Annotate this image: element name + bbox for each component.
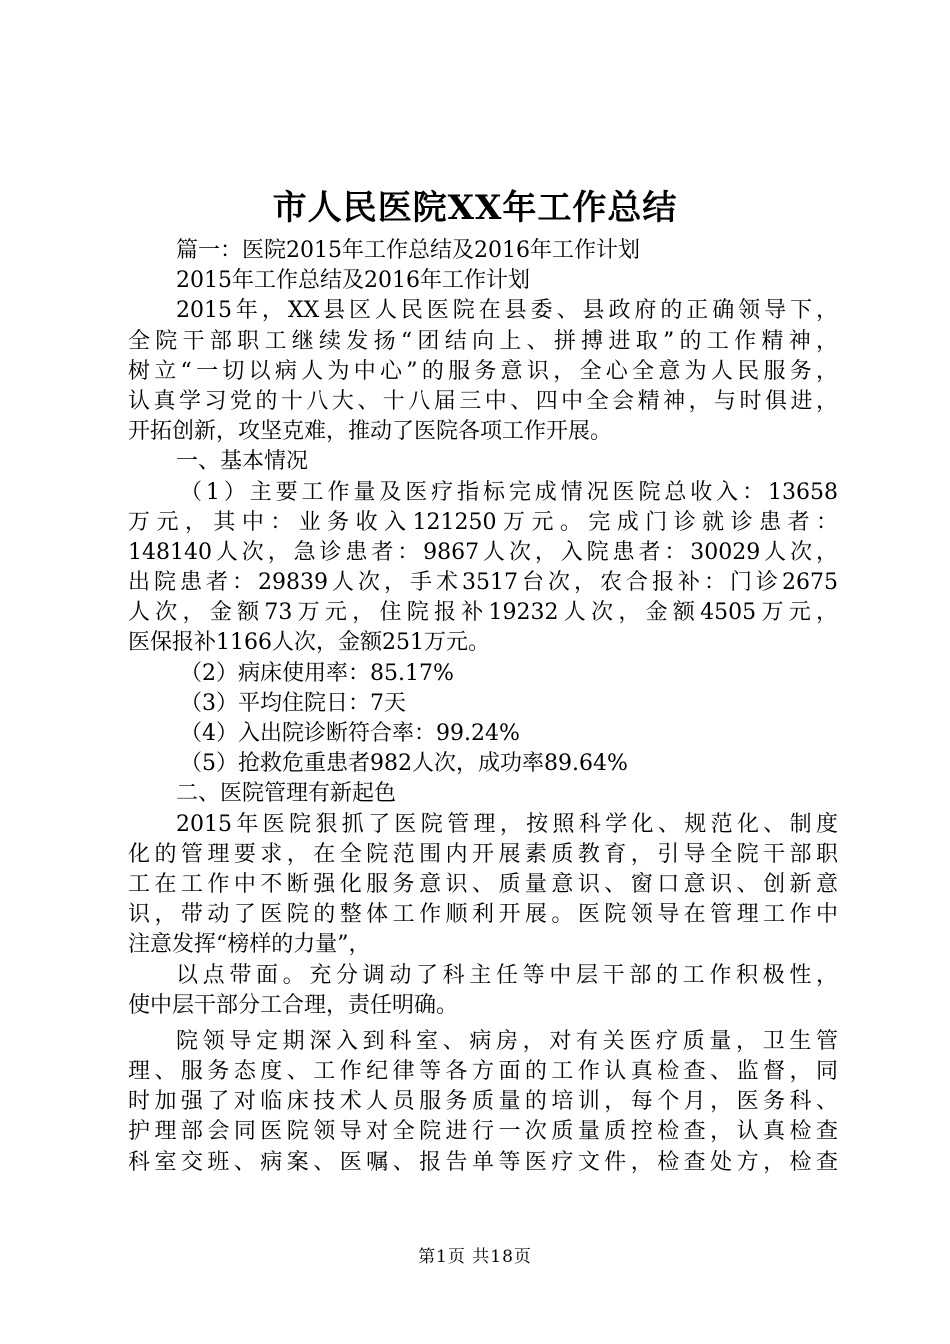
paragraph-line: 2015年医院狠抓了医院管理，按照科学化、规范化、制度 [176,811,838,837]
paragraph-line: 以点带面。充分调动了科主任等中层干部的工作积极性， [176,962,838,988]
paragraph-line: 护理部会同医院领导对全院进行一次质量质控检查，认真检查 [128,1119,838,1145]
paragraph-line: 出院患者：29839人次，手术3517台次，农合报补：门诊2675 [128,570,838,596]
paragraph-line: 2015年工作总结及2016年工作计划 [176,268,530,294]
paragraph-line: 识，带动了医院的整体工作顺利开展。医院领导在管理工作中 [128,902,838,928]
indicator-line: （5）抢救危重患者982人次，成功率89.64% [180,751,628,777]
page-footer: 第1页 共18页 [418,1247,532,1267]
paragraph-line: 医保报补1166人次，金额251万元。 [128,630,490,656]
paragraph-line: 时加强了对临床技术人员服务质量的培训，每个月，医务科、 [128,1089,838,1115]
paragraph-line: 理、服务态度、工作纪律等各方面的工作认真检查、监督，同 [128,1059,838,1085]
indicator-line: （4）入出院诊断符合率：99.24% [180,721,520,746]
document-body [128,236,838,1178]
paragraph-line: 科室交班、病案、医嘱、报告单等医疗文件，检查处方，检查 [128,1149,838,1175]
document-title: 市人民医院XX年工作总结 [272,188,678,228]
paragraph-line: 使中层干部分工合理，责任明确。 [128,992,459,1018]
paragraph-line: 开拓创新，攻坚克难，推动了医院各项工作开展。 [128,419,613,445]
paragraph-line: 认真学习党的十八大、十八届三中、四中全会精神，与时俱进， [128,388,838,414]
paragraph-line: 全院干部职工继续发扬“团结向上、拼搏进取”的工作精神， [128,328,838,354]
paragraph-line: 万元，其中：业务收入121250万元。完成门诊就诊患者： [128,509,838,535]
paragraph-line: 院领导定期深入到科室、病房，对有关医疗质量，卫生管 [176,1028,838,1054]
paragraph-line: 树立“一切以病人为中心”的服务意识，全心全意为人民服务， [128,358,838,384]
section-heading: 二、医院管理有新起色 [176,781,397,807]
section-heading: 一、基本情况 [176,449,309,475]
paragraph-line: 2015年，XX县区人民医院在县委、县政府的正确领导下， [176,298,838,324]
paragraph-line: 化的管理要求，在全院范围内开展素质教育，引导全院干部职 [128,841,838,867]
indicator-line: （3）平均住院日：7天 [180,690,406,716]
paragraph-line: 注意发挥“榜样的力量”， [128,932,371,958]
paragraph-line: 人次，金额73万元，住院报补19232人次，金额4505万元， [128,600,838,626]
paragraph-line: 工在工作中不断强化服务意识、质量意识、窗口意识、创新意 [128,871,838,897]
paragraph-line: 篇一：医院2015年工作总结及2016年工作计划 [176,238,640,263]
paragraph-line: （1）主要工作量及医疗指标完成情况医院总收入：13658 [180,479,838,505]
indicator-line: （2）病床使用率：85.17% [180,660,454,686]
paragraph-line: 148140人次，急诊患者：9867人次，入院患者：30029人次， [128,539,838,565]
